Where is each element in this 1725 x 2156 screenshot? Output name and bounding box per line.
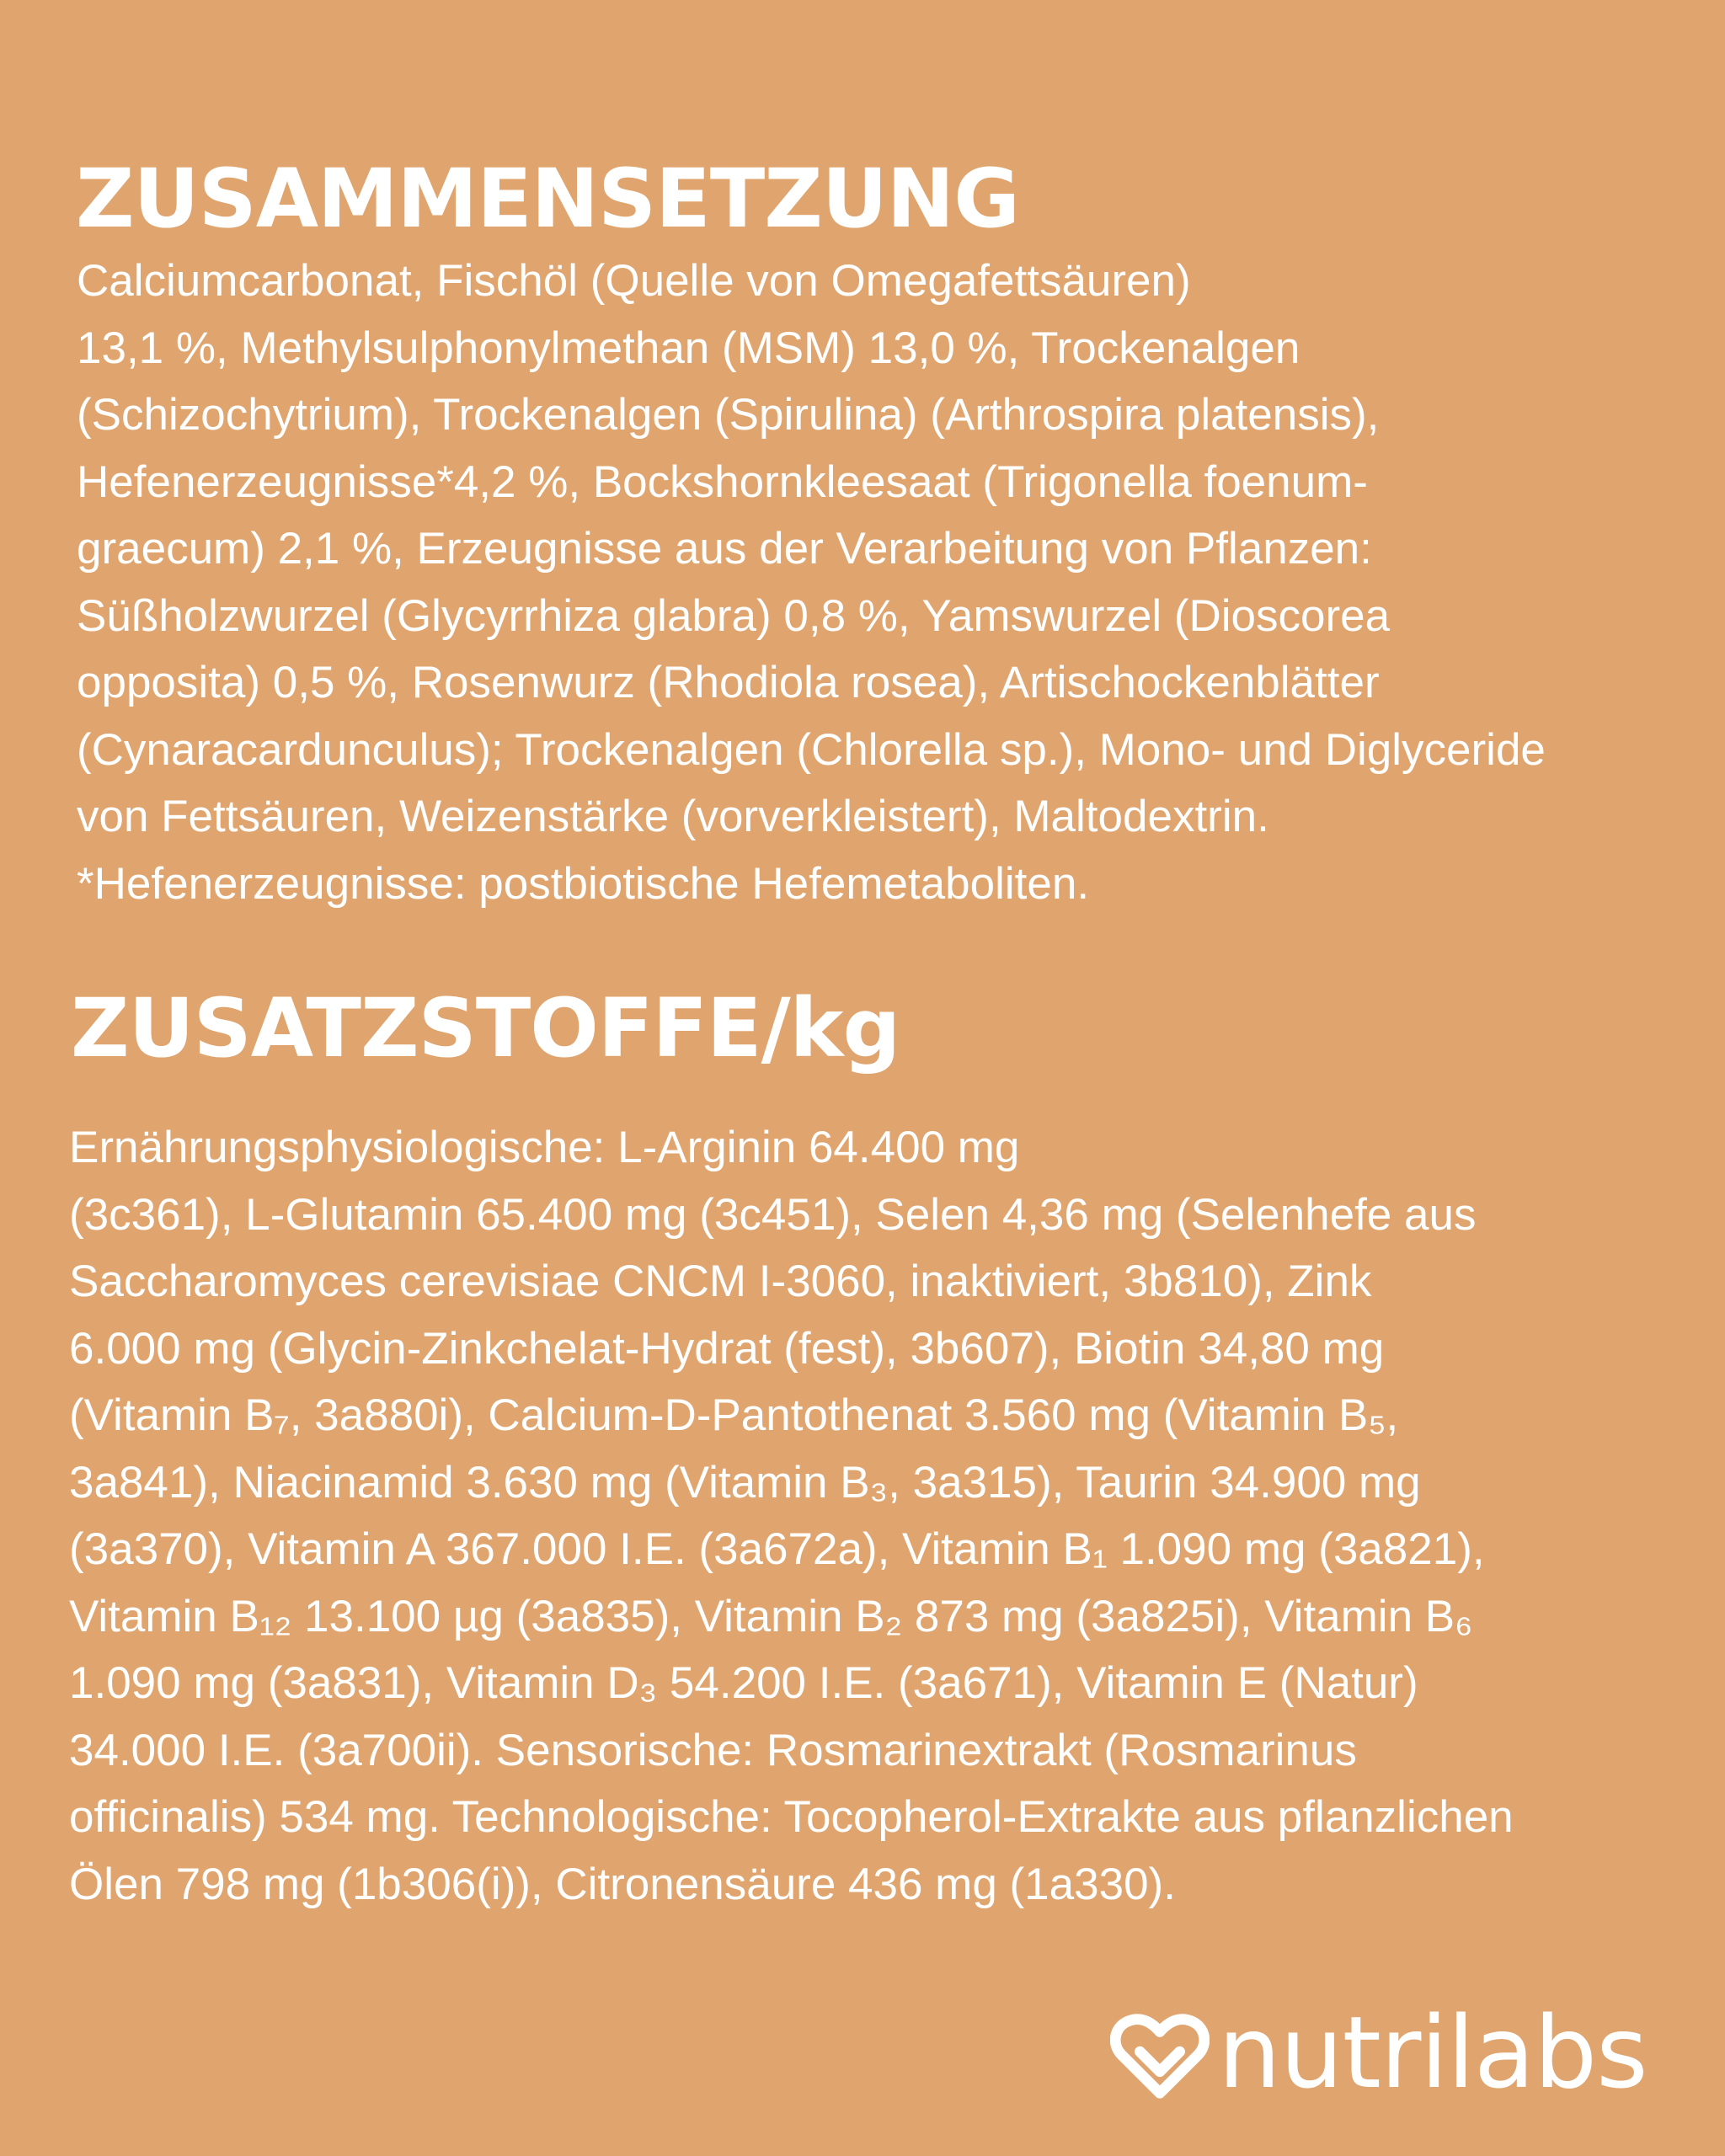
additives-line: officinalis) 534 mg. Technologische: Tocopherol-Extrakte aus pflanzlichen: [69, 1792, 1514, 1842]
composition-line: (Schizochytrium), Trockenalgen (Spirulina) (Arthrospira platensis),: [77, 390, 1380, 440]
composition-line: 13,1 %, Methylsulphonylmethan (MSM) 13,0 %, Trockenalgen: [77, 323, 1300, 373]
additives-line: Ernährungsphysiologische: L-Arginin 64.400 mg: [69, 1123, 1020, 1172]
composition-line: *Hefenerzeugnisse: postbiotische Hefemetaboliten.: [77, 858, 1090, 909]
composition-line: (Cynaracardunculus); Trockenalgen (Chlorella sp.), Mono- und Diglyceride: [77, 724, 1546, 775]
brand-name: nutrilabs: [1218, 1994, 1648, 2111]
composition-line: Süßholzwurzel (Glycyrrhiza glabra) 0,8 %, Yamswurzel (Dioscorea: [77, 590, 1391, 641]
additives-heading: ZUSATZSTOFFE/kg: [71, 981, 900, 1075]
additives-line: (3c361), L-Glutamin 65.400 mg (3c451), Selen 4,36 mg (Selenhefe aus: [69, 1189, 1477, 1240]
composition-line: opposita) 0,5 %, Rosenwurz (Rhodiola rosea), Artischockenblätter: [77, 658, 1380, 707]
composition-line: graecum) 2,1 %, Erzeugnisse aus der Verarbeitung von Pflanzen:: [77, 524, 1372, 574]
heart-icon: [1110, 2011, 1210, 2104]
additives-line: Vitamin B₁₂ 13.100 µg (3a835), Vitamin B₂ 873 mg (3a825i), Vitamin B₆: [69, 1591, 1473, 1641]
composition-heading: ZUSAMMENSETZUNG: [76, 152, 1019, 246]
additives-line: Saccharomyces cerevisiae CNCM I-3060, inaktiviert, 3b810), Zink: [69, 1257, 1372, 1306]
additives-text: [69, 1114, 1514, 1918]
composition-line: Calciumcarbonat, Fischöl (Quelle von Omegafettsäuren): [77, 256, 1191, 306]
composition-line: von Fettsäuren, Weizenstärke (vorverkleistert), Maltodextrin.: [77, 792, 1269, 841]
additives-line: 6.000 mg (Glycin-Zinkchelat-Hydrat (fest), 3b607), Biotin 34,80 mg: [69, 1323, 1385, 1374]
additives-line: Ölen 798 mg (1b306(i)), Citronensäure 436 mg (1a330).: [69, 1859, 1176, 1909]
additives-line: 3a841), Niacinamid 3.630 mg (Vitamin B₃, 3a315), Taurin 34.900 mg: [69, 1457, 1421, 1508]
additives-line: 1.090 mg (3a831), Vitamin D₃ 54.200 I.E. (3a671), Vitamin E (Natur): [69, 1658, 1418, 1708]
composition-text: [77, 248, 1546, 917]
composition-line: Hefenerzeugnisse*4,2 %, Bockshornkleesaat (Trigonella foenum-: [77, 456, 1368, 507]
additives-line: (Vitamin B₇, 3a880i), Calcium-D-Pantothenat 3.560 mg (Vitamin B₅,: [69, 1390, 1399, 1440]
brand-logo: [1110, 1994, 1648, 2111]
additives-line: (3a370), Vitamin A 367.000 I.E. (3a672a), Vitamin B₁ 1.090 mg (3a821),: [69, 1524, 1485, 1574]
additives-line: 34.000 I.E. (3a700ii). Sensorische: Rosmarinextrakt (Rosmarinus: [69, 1725, 1357, 1775]
